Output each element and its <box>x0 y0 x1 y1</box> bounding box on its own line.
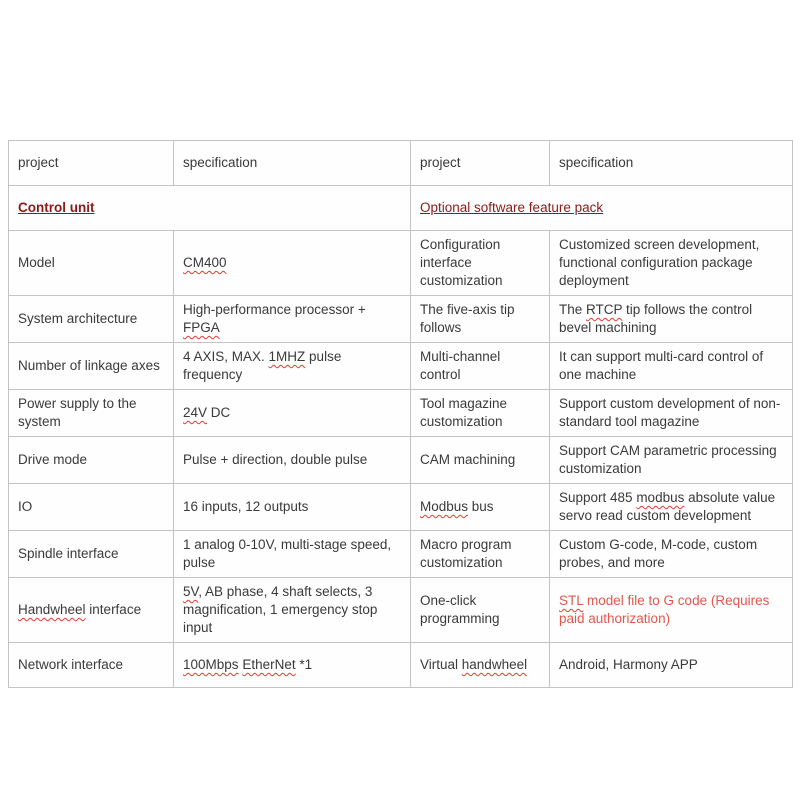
column-header-specification-right <box>550 141 793 186</box>
table-row-linkage-axes <box>9 343 793 390</box>
header-label: project <box>18 155 59 170</box>
table-row-io <box>9 484 793 531</box>
cell-right-label <box>411 296 550 343</box>
section-cell-control-unit <box>9 186 411 231</box>
row-label: Power supply to the system <box>18 396 137 429</box>
cell-right-label <box>411 484 550 531</box>
column-header-project-right <box>411 141 550 186</box>
spec-table <box>8 140 793 688</box>
cell-left-label <box>9 531 174 578</box>
cell-right-value <box>550 531 793 578</box>
row-label: Drive mode <box>18 452 88 467</box>
cell-right-label <box>411 343 550 390</box>
cell-right-value <box>550 343 793 390</box>
row-value: Pulse + direction, double pulse <box>183 452 368 467</box>
cell-left-label <box>9 343 174 390</box>
header-label: specification <box>559 155 634 170</box>
cell-left-value <box>174 531 411 578</box>
row-value: Support 485 modbus absolute value servo read custom development <box>559 490 776 523</box>
cell-right-label <box>411 531 550 578</box>
row-value: 1 analog 0-10V, multi-stage speed, pulse <box>183 537 392 570</box>
row-label: Spindle interface <box>18 546 119 561</box>
cell-right-label <box>411 437 550 484</box>
cell-left-value <box>174 437 411 484</box>
header-label: specification <box>183 155 258 170</box>
cell-left-value <box>174 643 411 688</box>
cell-left-label <box>9 484 174 531</box>
column-header-specification-left <box>174 141 411 186</box>
table-row-drive-mode <box>9 437 793 484</box>
table-row-handwheel-interface <box>9 578 793 643</box>
row-label: One-click programming <box>420 593 500 626</box>
table-row-model <box>9 231 793 296</box>
section-row <box>9 186 793 231</box>
section-title-optional-software: Optional software feature pack <box>420 200 604 215</box>
row-label: Configuration interface customization <box>420 237 503 288</box>
cell-left-value <box>174 390 411 437</box>
row-label: The five-axis tip follows <box>420 302 515 335</box>
cell-left-label <box>9 390 174 437</box>
column-header-project-left <box>9 141 174 186</box>
row-label: Network interface <box>18 657 124 672</box>
row-label: Handwheel interface <box>18 602 142 617</box>
table-row-spindle-interface <box>9 531 793 578</box>
cell-left-label <box>9 231 174 296</box>
cell-right-label <box>411 390 550 437</box>
cell-right-value <box>550 231 793 296</box>
section-title-control-unit: Control unit <box>18 200 95 215</box>
cell-left-label <box>9 296 174 343</box>
row-value: Android, Harmony APP <box>559 657 698 672</box>
row-label: Number of linkage axes <box>18 358 160 373</box>
row-label: CAM machining <box>420 452 516 467</box>
table-row-system-architecture <box>9 296 793 343</box>
table-row-network-interface <box>9 643 793 688</box>
row-value-highlighted: STL model file to G code (Requires paid authorization) <box>559 593 770 626</box>
row-value: Support CAM parametric processing customization <box>559 443 777 476</box>
row-value: 100Mbps EtherNet *1 <box>183 657 313 672</box>
cell-right-value <box>550 390 793 437</box>
cell-left-value <box>174 296 411 343</box>
cell-left-value <box>174 578 411 643</box>
table-header-row <box>9 141 793 186</box>
table-row-power-supply <box>9 390 793 437</box>
cell-right-value <box>550 484 793 531</box>
section-cell-optional-software <box>411 186 793 231</box>
row-value: High-performance processor + FPGA <box>183 302 366 335</box>
row-value: 4 AXIS, MAX. 1MHZ pulse frequency <box>183 349 342 382</box>
row-label: Tool magazine customization <box>420 396 508 429</box>
row-label: Model <box>18 255 55 270</box>
row-value: 16 inputs, 12 outputs <box>183 499 309 514</box>
row-label: Modbus bus <box>420 499 494 514</box>
row-label: System architecture <box>18 311 138 326</box>
cell-right-label <box>411 643 550 688</box>
cell-left-label <box>9 643 174 688</box>
row-value: 24V DC <box>183 405 231 420</box>
cell-right-value <box>550 643 793 688</box>
cell-right-label <box>411 231 550 296</box>
cell-left-value <box>174 484 411 531</box>
row-value: Customized screen development, functional configuration package deployment <box>559 237 760 288</box>
row-value: The RTCP tip follows the control bevel machining <box>559 302 753 335</box>
row-value: It can support multi-card control of one machine <box>559 349 764 382</box>
row-value: Custom G-code, M-code, custom probes, and more <box>559 537 758 570</box>
row-label: Virtual handwheel <box>420 657 528 672</box>
cell-right-value <box>550 437 793 484</box>
cell-right-label <box>411 578 550 643</box>
header-label: project <box>420 155 461 170</box>
row-value: CM400 <box>183 255 227 270</box>
cell-left-value <box>174 231 411 296</box>
row-value: 5V, AB phase, 4 shaft selects, 3 magnification, 1 emergency stop input <box>183 584 378 635</box>
cell-left-label <box>9 578 174 643</box>
cell-right-value <box>550 578 793 643</box>
row-label: Multi-channel control <box>420 349 501 382</box>
cell-right-value <box>550 296 793 343</box>
row-value: Support custom development of non-standard tool magazine <box>559 396 781 429</box>
cell-left-label <box>9 437 174 484</box>
row-label: Macro program customization <box>420 537 512 570</box>
row-label: IO <box>18 499 33 514</box>
cell-left-value <box>174 343 411 390</box>
